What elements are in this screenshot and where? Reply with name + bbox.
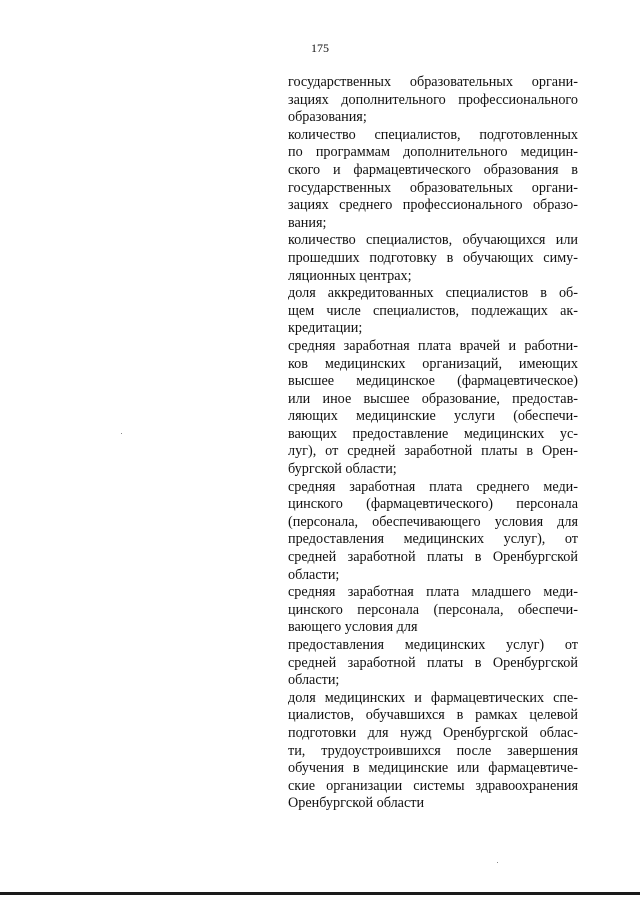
text-line: (персонала, обеспечивающего условия для: [288, 513, 578, 530]
text-line: количество специалистов, обучающихся или: [288, 232, 578, 249]
text-line: области;: [288, 672, 340, 689]
text-line: предоставления медицинских услуг) от: [288, 637, 578, 653]
text-line: циалистов, обучавшихся в рамках целевой: [288, 707, 578, 724]
text-line: цинского (фармацевтического) персонала: [288, 496, 578, 513]
text-line: государственных образовательных органи-: [288, 74, 578, 90]
margin-mark: [121, 433, 122, 434]
text-line: образования;: [288, 109, 367, 126]
text-line: луг), от средней заработной платы в Орен-: [288, 443, 578, 460]
text-line: бургской области;: [288, 461, 397, 478]
text-line: обучения в медицинские или фармацевтиче-: [288, 760, 578, 777]
text-line: высшее медицинское (фармацевтическое): [288, 373, 578, 390]
text-line: ского и фармацевтического образования в: [288, 161, 578, 178]
text-line: вающего условия для: [288, 619, 418, 636]
text-line: Оренбургской области: [288, 795, 425, 812]
text-line: вания;: [288, 214, 327, 231]
text-line: количество специалистов, подготовленных: [288, 126, 578, 143]
text-line: зациях среднего профессионального образо-: [288, 197, 578, 214]
text-line: ти, трудоустроившихся после завершения: [288, 742, 578, 759]
text-line: вающих предоставление медицинских ус-: [288, 425, 578, 442]
text-line: ляющих медицинские услуги (обеспечи-: [288, 408, 578, 425]
text-line: цинского персонала (персонала, обеспечи-: [288, 601, 578, 618]
text-line: или иное высшее образование, предостав-: [288, 390, 578, 407]
page-number: 175: [311, 41, 329, 55]
text-line: предоставления медицинских услуг), от: [288, 531, 578, 548]
text-line: подготовки для нужд Оренбургской облас-: [288, 724, 578, 741]
text-line: ляционных центрах;: [288, 267, 412, 284]
text-line: средняя заработная плата среднего меди-: [288, 478, 578, 495]
text-line: зациях дополнительного профессионального: [288, 91, 578, 108]
text-line: государственных образовательных органи-: [288, 179, 578, 196]
bottom-rule: [0, 892, 640, 895]
text-line: средняя заработная плата младшего меди-: [288, 584, 578, 601]
text-line: доля медицинских и фармацевтических спе-: [288, 689, 578, 706]
margin-mark: [497, 862, 498, 863]
text-line: щем числе специалистов, подлежащих ак-: [288, 302, 578, 319]
text-line: средней заработной платы в Оренбургской: [288, 654, 578, 671]
text-line: по программам дополнительного медицин-: [288, 144, 578, 161]
text-line: ков медицинских организаций, имеющих: [288, 355, 578, 372]
text-line: кредитации;: [288, 320, 363, 337]
text-line: прошедших подготовку в обучающих симу-: [288, 249, 578, 266]
text-column: [288, 74, 578, 813]
text-line: доля аккредитованных специалистов в об-: [288, 285, 578, 302]
text-line: средней заработной платы в Оренбургской: [288, 549, 578, 566]
text-line: области;: [288, 566, 340, 583]
text-line: средняя заработная плата врачей и работни-: [288, 337, 578, 354]
text-line: ские организации системы здравоохранения: [288, 777, 578, 794]
